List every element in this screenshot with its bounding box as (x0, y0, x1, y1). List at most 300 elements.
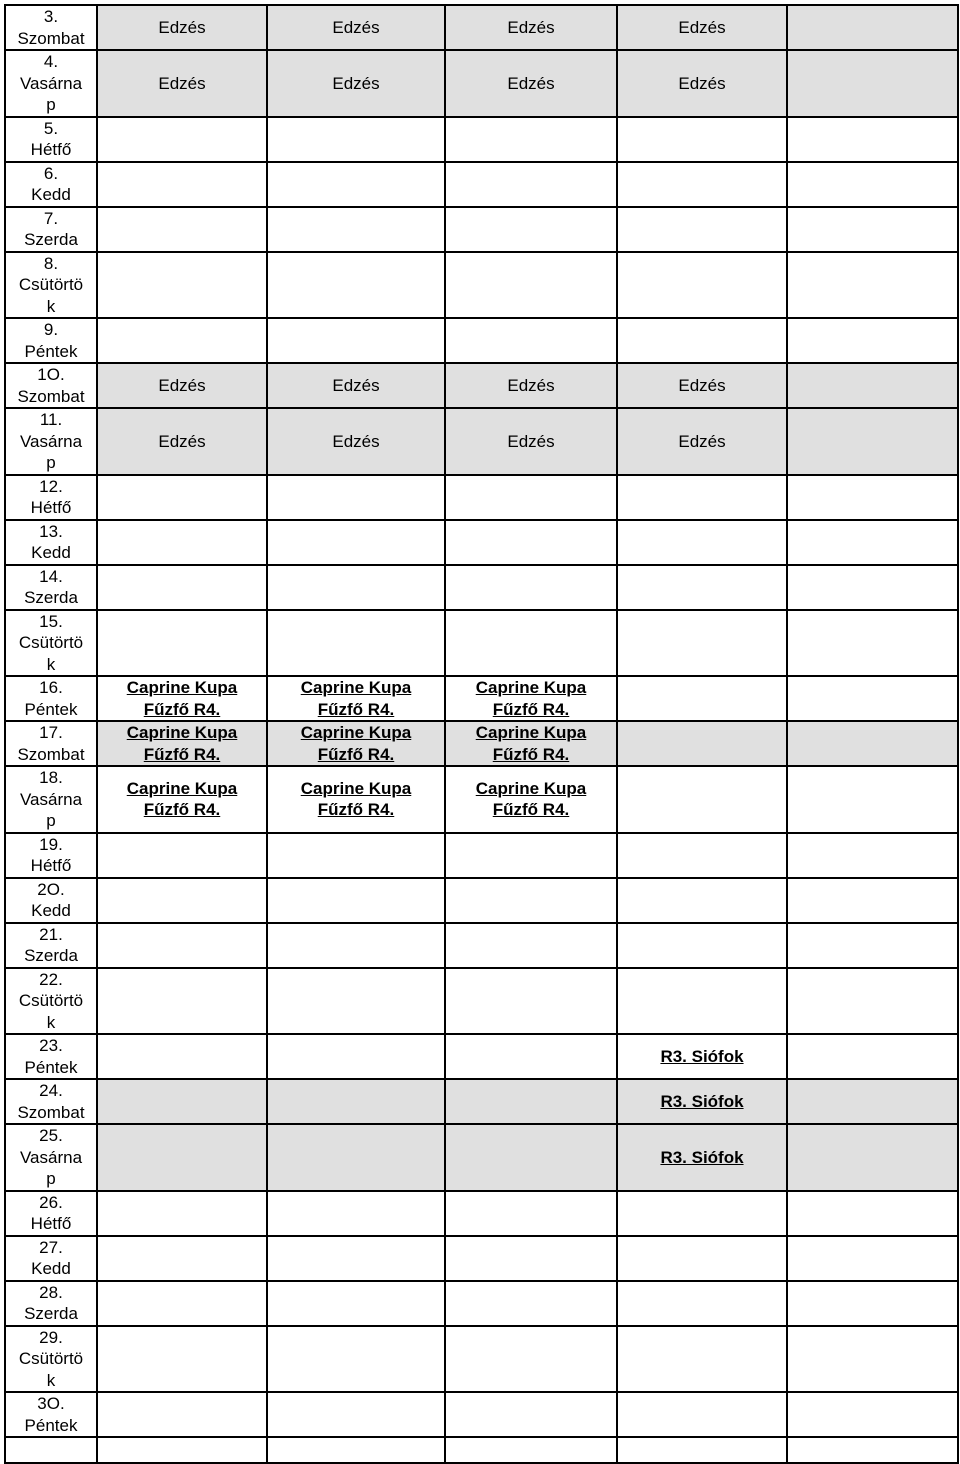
schedule-cell (445, 968, 617, 1035)
day-number: 3O. (37, 1394, 65, 1413)
schedule-cell (445, 1079, 617, 1124)
event-text: Fűzfő R4. (492, 699, 570, 719)
day-name: Szombat (17, 28, 85, 48)
schedule-cell (97, 363, 267, 408)
calendar-row (5, 1437, 958, 1463)
day-number: 14. (39, 566, 63, 586)
schedule-cell (97, 721, 267, 766)
training-label: Edzés (332, 431, 380, 451)
event-text: R3. Siófok (660, 1147, 744, 1167)
schedule-cell (617, 721, 787, 766)
day-number: 27. (39, 1237, 63, 1257)
day-label-cell (5, 207, 97, 252)
day-name: Vasárna (19, 789, 83, 809)
schedule-cell (787, 610, 958, 677)
schedule-cell (617, 5, 787, 50)
day-name: p (46, 1169, 56, 1188)
day-number: 28. (39, 1282, 63, 1302)
day-number: 8. (43, 253, 59, 273)
day-number: 19. (39, 834, 63, 854)
schedule-cell (617, 408, 787, 475)
training-label: Edzés (158, 431, 206, 451)
day-name: p (46, 811, 56, 830)
schedule-cell (787, 207, 958, 252)
event-link[interactable] (618, 1046, 786, 1068)
day-name: Hétfő (30, 856, 72, 875)
day-name: k (46, 296, 56, 316)
calendar-row (5, 1281, 958, 1326)
training-label: Edzés (332, 17, 380, 37)
calendar-row (5, 878, 958, 923)
calendar-row (5, 1034, 958, 1079)
day-name: Hétfő (30, 140, 72, 159)
schedule-cell (97, 833, 267, 878)
schedule-cell (97, 50, 267, 117)
day-label-cell (5, 1392, 97, 1437)
calendar-row (5, 252, 958, 319)
schedule-cell (617, 1236, 787, 1281)
schedule-cell (787, 5, 958, 50)
schedule-cell (445, 408, 617, 475)
day-name: Csütörtö (18, 1349, 84, 1368)
schedule-cell (97, 1392, 267, 1437)
day-name: Kedd (31, 185, 71, 204)
schedule-cell (445, 1191, 617, 1236)
calendar-row (5, 520, 958, 565)
calendar-row (5, 1392, 958, 1437)
schedule-cell (787, 1124, 958, 1191)
training-label: Edzés (678, 431, 726, 451)
day-label-cell (5, 1236, 97, 1281)
schedule-cell (97, 520, 267, 565)
schedule-cell (445, 162, 617, 207)
schedule-cell (787, 1034, 958, 1079)
schedule-cell (97, 1281, 267, 1326)
day-name: Szerda (24, 1304, 78, 1323)
schedule-cell (97, 408, 267, 475)
schedule-cell (787, 1392, 958, 1437)
schedule-cell (787, 1437, 958, 1463)
schedule-cell (267, 1034, 445, 1079)
training-label: Edzés (507, 431, 555, 451)
training-label: Edzés (158, 375, 206, 395)
day-name: k (46, 654, 56, 674)
day-label-cell (5, 676, 97, 721)
day-label-cell (5, 162, 97, 207)
calendar-row (5, 318, 958, 363)
schedule-cell (97, 610, 267, 677)
day-number: 3. (43, 7, 59, 26)
day-number: 24. (39, 1081, 63, 1100)
day-name: Péntek (24, 1415, 78, 1435)
schedule-cell (267, 207, 445, 252)
schedule-cell (267, 117, 445, 162)
calendar-body (5, 5, 958, 1463)
schedule-cell (445, 1326, 617, 1393)
calendar-row (5, 475, 958, 520)
day-number: 15. (39, 611, 63, 631)
day-number: 6. (43, 163, 59, 183)
schedule-cell (267, 1236, 445, 1281)
schedule-cell (445, 1034, 617, 1079)
schedule-cell (617, 252, 787, 319)
schedule-cell (787, 408, 958, 475)
schedule-cell (267, 1326, 445, 1393)
schedule-cell (787, 1281, 958, 1326)
schedule-cell (267, 676, 445, 721)
schedule-cell (445, 1437, 617, 1463)
calendar-row (5, 565, 958, 610)
schedule-cell (617, 162, 787, 207)
day-label-cell (5, 878, 97, 923)
schedule-cell (445, 676, 617, 721)
schedule-cell (617, 207, 787, 252)
schedule-cell (787, 318, 958, 363)
day-number: 26. (39, 1192, 63, 1212)
day-label-cell (5, 1124, 97, 1191)
day-number: 7. (43, 208, 59, 228)
schedule-cell (445, 610, 617, 677)
schedule-cell (267, 1392, 445, 1437)
day-name: k (46, 1370, 56, 1390)
day-name: p (46, 95, 56, 114)
day-name: Kedd (31, 543, 71, 562)
schedule-cell (267, 1437, 445, 1463)
calendar-row (5, 408, 958, 475)
day-label-cell (5, 833, 97, 878)
schedule-cell (97, 923, 267, 968)
day-label-cell (5, 1281, 97, 1326)
training-label: Edzés (678, 73, 726, 93)
schedule-cell (617, 676, 787, 721)
day-number: 9. (43, 320, 59, 339)
calendar-row (5, 923, 958, 968)
schedule-cell (617, 833, 787, 878)
schedule-cell (445, 766, 617, 833)
event-text: Caprine Kupa (300, 678, 412, 697)
schedule-cell (445, 117, 617, 162)
schedule-cell (97, 318, 267, 363)
calendar-row (5, 1236, 958, 1281)
day-name: Vasárna (19, 1147, 83, 1167)
calendar-row (5, 721, 958, 766)
day-name: Csütörtö (18, 633, 84, 652)
event-text: Fűzfő R4. (492, 744, 570, 764)
day-name: Szombat (17, 744, 85, 764)
event-text: Fűzfő R4. (317, 800, 395, 820)
schedule-cell (445, 565, 617, 610)
schedule-cell (787, 252, 958, 319)
schedule-cell (97, 968, 267, 1035)
day-name: Csütörtö (18, 275, 84, 294)
schedule-cell (445, 1124, 617, 1191)
schedule-cell (617, 475, 787, 520)
schedule-cell (617, 610, 787, 677)
schedule-cell (267, 1191, 445, 1236)
schedule-cell (97, 1326, 267, 1393)
calendar-row (5, 1326, 958, 1393)
schedule-cell (617, 878, 787, 923)
training-label: Edzés (507, 73, 555, 93)
schedule-cell (97, 1079, 267, 1124)
day-label-cell (5, 766, 97, 833)
schedule-cell (617, 1191, 787, 1236)
schedule-cell (445, 1392, 617, 1437)
schedule-cell (787, 1079, 958, 1124)
schedule-cell (267, 833, 445, 878)
day-number: 25. (39, 1126, 63, 1145)
schedule-cell (267, 520, 445, 565)
schedule-cell (267, 923, 445, 968)
schedule-cell (445, 520, 617, 565)
day-name: Péntek (24, 341, 78, 361)
schedule-cell (617, 520, 787, 565)
day-label-cell (5, 50, 97, 117)
day-name: p (46, 453, 56, 472)
day-name: Hétfő (30, 498, 72, 517)
calendar-row (5, 162, 958, 207)
day-name: Szerda (24, 946, 78, 965)
schedule-cell (787, 475, 958, 520)
calendar-row (5, 610, 958, 677)
calendar-row (5, 676, 958, 721)
calendar-row (5, 5, 958, 50)
event-text: R3. Siófok (660, 1046, 744, 1066)
calendar-row (5, 968, 958, 1035)
event-text: Caprine Kupa (126, 723, 238, 742)
training-label: Edzés (678, 17, 726, 37)
event-text: Fűzfő R4. (143, 744, 221, 764)
day-number: 22. (39, 969, 63, 989)
event-text: Caprine Kupa (126, 678, 238, 697)
schedule-cell (787, 878, 958, 923)
schedule-cell (445, 50, 617, 117)
day-number: 21. (39, 924, 63, 944)
event-text: Fűzfő R4. (492, 800, 570, 820)
schedule-cell (445, 1236, 617, 1281)
calendar-row (5, 207, 958, 252)
day-label-cell (5, 363, 97, 408)
day-number: 11. (39, 410, 63, 429)
training-label: Edzés (507, 17, 555, 37)
training-label: Edzés (332, 375, 380, 395)
schedule-cell (787, 363, 958, 408)
event-text: Caprine Kupa (475, 723, 587, 742)
event-text: Fűzfő R4. (317, 699, 395, 719)
schedule-cell (267, 475, 445, 520)
day-label-cell (5, 475, 97, 520)
schedule-cell (97, 5, 267, 50)
day-name: Hétfő (30, 1214, 72, 1233)
schedule-cell (267, 1281, 445, 1326)
day-name: k (46, 1012, 56, 1032)
schedule-cell (97, 676, 267, 721)
calendar-row (5, 1191, 958, 1236)
calendar-row (5, 1124, 958, 1191)
schedule-cell (97, 252, 267, 319)
event-text: Caprine Kupa (475, 678, 587, 697)
day-label-cell (5, 1034, 97, 1079)
day-label-cell (5, 610, 97, 677)
event-link[interactable] (446, 722, 616, 765)
schedule-cell (787, 1326, 958, 1393)
schedule-cell (787, 923, 958, 968)
event-text: Caprine Kupa (300, 723, 412, 742)
schedule-cell (617, 318, 787, 363)
schedule-cell (617, 968, 787, 1035)
schedule-cell (787, 50, 958, 117)
day-label-cell (5, 1079, 97, 1124)
calendar-row (5, 766, 958, 833)
day-number: 5. (43, 118, 59, 138)
event-text: Fűzfő R4. (143, 699, 221, 719)
schedule-cell (267, 565, 445, 610)
calendar-row (5, 833, 958, 878)
day-label-cell (5, 318, 97, 363)
event-link[interactable] (268, 722, 444, 765)
event-text: Fűzfő R4. (143, 800, 221, 820)
day-name: Szerda (24, 230, 78, 249)
event-link[interactable] (618, 1147, 786, 1169)
day-name: Szombat (17, 1102, 85, 1122)
day-label-cell (5, 565, 97, 610)
day-number: 1O. (37, 365, 65, 384)
day-name: Péntek (24, 1057, 78, 1077)
day-label-cell (5, 252, 97, 319)
day-label-cell (5, 968, 97, 1035)
training-label: Edzés (678, 375, 726, 395)
event-link[interactable] (98, 722, 266, 765)
event-text: Caprine Kupa (300, 778, 412, 798)
schedule-cell (97, 1124, 267, 1191)
schedule-cell (617, 923, 787, 968)
schedule-cell (97, 1236, 267, 1281)
schedule-cell (97, 878, 267, 923)
schedule-cell (267, 968, 445, 1035)
schedule-cell (267, 721, 445, 766)
day-name: Csütörtö (18, 991, 84, 1010)
schedule-cell (97, 117, 267, 162)
day-name: Szombat (17, 386, 85, 406)
schedule-cell (267, 162, 445, 207)
schedule-cell (787, 1191, 958, 1236)
day-number: 29. (39, 1327, 63, 1347)
day-number: 12. (39, 476, 63, 496)
day-label-cell (5, 1326, 97, 1393)
schedule-cell (617, 1437, 787, 1463)
day-label-cell (5, 5, 97, 50)
schedule-cell (267, 252, 445, 319)
schedule-cell (445, 1281, 617, 1326)
schedule-cell (267, 1079, 445, 1124)
day-name: Vasárna (19, 431, 83, 451)
calendar-row (5, 117, 958, 162)
calendar-table (4, 4, 959, 1464)
schedule-cell (267, 1124, 445, 1191)
schedule-cell (267, 610, 445, 677)
schedule-cell (445, 475, 617, 520)
schedule-cell (617, 1079, 787, 1124)
schedule-cell (445, 833, 617, 878)
event-text: R3. Siófok (660, 1091, 744, 1111)
schedule-cell (267, 878, 445, 923)
event-text: Fűzfő R4. (317, 744, 395, 764)
training-label: Edzés (158, 73, 206, 93)
event-link[interactable] (446, 677, 616, 720)
schedule-cell (267, 50, 445, 117)
event-text: Caprine Kupa (126, 778, 238, 798)
schedule-cell (787, 162, 958, 207)
event-link[interactable] (446, 778, 616, 821)
schedule-cell (267, 318, 445, 363)
schedule-cell (445, 5, 617, 50)
day-number: 4. (43, 52, 59, 71)
day-number: 18. (39, 768, 63, 787)
schedule-cell (267, 408, 445, 475)
schedule-cell (445, 207, 617, 252)
day-label-cell (5, 408, 97, 475)
schedule-cell (617, 1124, 787, 1191)
event-link[interactable] (268, 677, 444, 720)
schedule-cell (97, 1437, 267, 1463)
event-text: Caprine Kupa (475, 778, 587, 798)
training-label: Edzés (158, 17, 206, 37)
day-number: 17. (39, 723, 63, 742)
day-name: Kedd (31, 901, 71, 920)
schedule-cell (787, 676, 958, 721)
schedule-cell (445, 923, 617, 968)
schedule-cell (97, 207, 267, 252)
schedule-cell (617, 117, 787, 162)
day-number: 23. (39, 1036, 63, 1055)
calendar-row (5, 363, 958, 408)
schedule-cell (267, 766, 445, 833)
event-link[interactable] (98, 778, 266, 821)
schedule-cell (97, 766, 267, 833)
schedule-cell (97, 1191, 267, 1236)
schedule-cell (787, 520, 958, 565)
schedule-cell (617, 1392, 787, 1437)
event-link[interactable] (618, 1091, 786, 1113)
schedule-cell (787, 968, 958, 1035)
day-label-cell (5, 117, 97, 162)
day-name: Szerda (24, 588, 78, 607)
day-number: 2O. (37, 879, 65, 899)
schedule-cell (617, 565, 787, 610)
schedule-cell (787, 565, 958, 610)
schedule-cell (445, 878, 617, 923)
day-name: Vasárna (19, 73, 83, 93)
schedule-cell (617, 1326, 787, 1393)
event-link[interactable] (268, 778, 444, 821)
schedule-cell (617, 363, 787, 408)
schedule-cell (97, 565, 267, 610)
training-label: Edzés (507, 375, 555, 395)
schedule-cell (617, 1034, 787, 1079)
schedule-cell (787, 833, 958, 878)
schedule-cell (617, 1281, 787, 1326)
day-label-cell (5, 923, 97, 968)
schedule-cell (97, 1034, 267, 1079)
schedule-cell (267, 363, 445, 408)
day-label-cell (5, 1191, 97, 1236)
schedule-cell (97, 475, 267, 520)
training-label: Edzés (332, 73, 380, 93)
day-name: Péntek (24, 699, 78, 719)
day-number: 16. (39, 678, 63, 697)
event-link[interactable] (98, 677, 266, 720)
day-number: 13. (39, 521, 63, 541)
